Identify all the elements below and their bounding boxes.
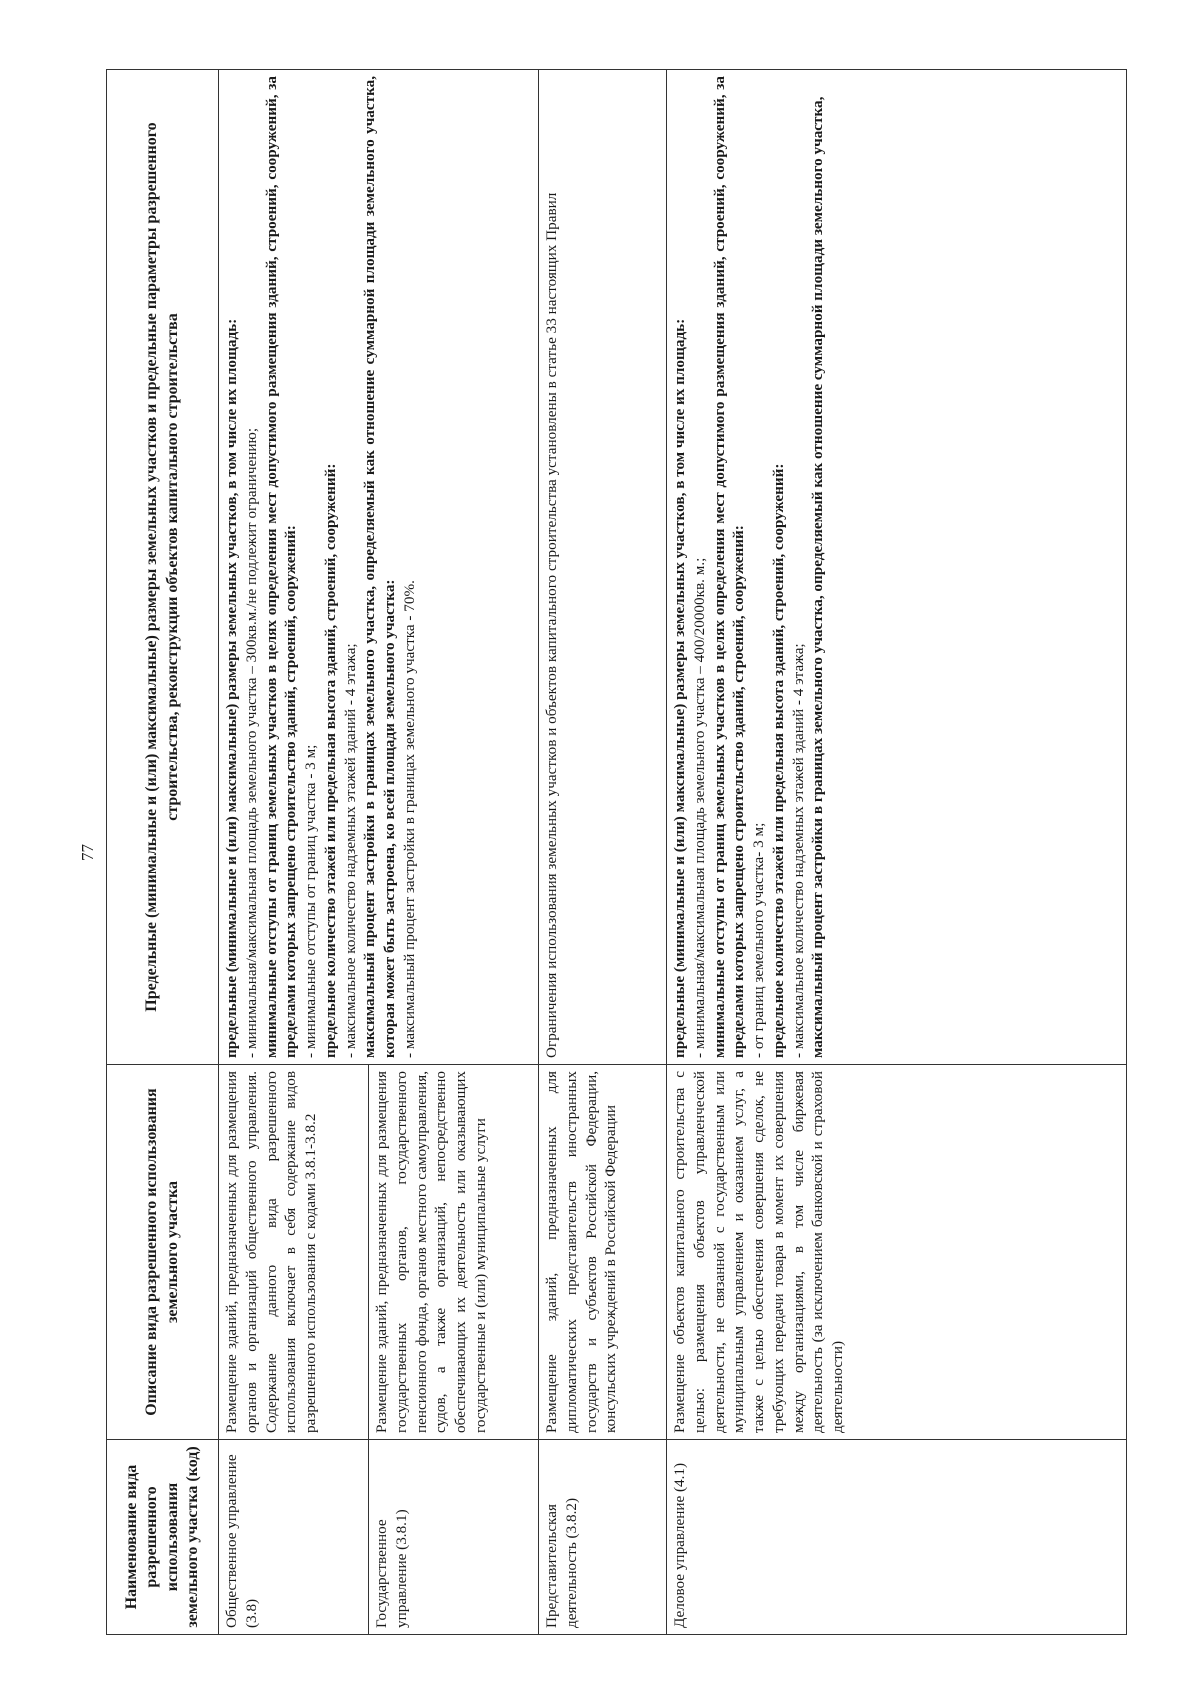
limit-line: - минимальная/максимальная площадь земельного участка – 400/20000кв. м.; [690,557,708,1058]
row-name: Государственное управление (3.8.1) [369,1440,539,1635]
limit-line: - максимальное количество надземных этажей зданий - 4 этажа; [789,643,807,1058]
header-name: Наименование вида разрешенного использования земельного участка (код) [107,1440,219,1635]
table-row [667,70,1127,1635]
limit-line: максимальный процент застройки в границах земельного участка, определяемый как отношение суммарной площади земельного участка, [809,96,827,1058]
limit-line: предельные (минимальные и (или) максимальные) размеры земельных участков, в том числе их площадь: [671,318,688,1058]
limit-line: - минимальные отступы от границ участка - 3 м; [302,744,319,1058]
header-description: Описание вида разрешенного использования земельного участка [107,1065,219,1440]
limit-line: предельное количество этажей или предельная высота зданий, строений, сооружений: [321,463,339,1058]
limit-line: Ограничения использования земельных участков и объектов капитального строительства установлены в статье 33 настоящих Правил [543,192,560,1058]
row-name: Представительская деятельность (3.8.2) [539,1440,667,1635]
table-row [539,70,667,1635]
row-description: Размещение зданий, предназначенных для размещения органов и организаций общественного управления. Содержание данного вида разрешенного использования включает в себя содержание видов разрешенного использования с кодами 3.8.1-3.8.2 [219,1065,369,1440]
limit-line: - максимальное количество надземных этажей зданий - 4 этажа; [341,643,359,1058]
header-limits: Предельные (минимальные и (или) максимальные) размеры земельных участков и предельные параметры разрешенного строительства, реконструкции объектов капитального строительства [107,70,219,1065]
table-row [219,70,369,1635]
zoning-table [106,69,1127,1635]
row-name: Общественное управление (3.8) [219,1440,369,1635]
row-description: Размещение объектов капитального строительства с целью: размещения объектов управленческой деятельности, не связанной с государственным или муниципальным управлением и оказанием услуг, а также с целью обеспечения совершения сделок, не требующих передачи товара в момент их совершения между организациями, в том числе биржевая деятельность (за исключением банковской и страховой деятельности) [667,1065,1127,1440]
row-limits [219,70,539,1065]
row-limits [667,70,1127,1065]
limit-line: - максимальный процент застройки в границах земельного участка - 70%. [400,580,418,1058]
limit-line: предельное количество этажей или предельная высота зданий, строений, сооружений: [769,463,787,1058]
row-description: Размещение зданий, предназначенных для дипломатических представительств иностранных государств и субъектов Российской Федерации, консульских учреждений в Российской Федерации [539,1065,667,1440]
limit-line: минимальные отступы от границ земельных участков в целях определения мест допустимого размещения зданий, строений, сооружений, за пределами которых запрещено строительство зданий, строений, сооружений: [710,76,748,1058]
row-name: Деловое управление (4.1) [667,1440,1127,1635]
limit-line: минимальные отступы от границ земельных участков в целях определения мест допустимого размещения зданий, строений, сооружений, за пределами которых запрещено строительство зданий, строений, сооружений: [262,76,300,1058]
limit-line: - минимальная/максимальная площадь земельного участка – 300кв.м./не подлежит ограничению; [242,427,260,1058]
page-number: 77 [78,844,97,861]
limit-line: - от границ земельного участка- 3 м; [750,822,767,1058]
limit-line: максимальный процент застройки в границах земельного участка, определяемый как отношение суммарной площади земельного участка, которая может быть застроена, ко всей площади земельного участка: [361,76,398,1058]
row-description: Размещение зданий, предназначенных для размещения государственных органов, государственного пенсионного фонда, органов местного самоуправления, судов, а также организаций, непосредственно обеспечивающих их деятельность или оказывающих государственные и (или) муниципальные услуги [369,1065,539,1440]
table-header-row [107,70,219,1635]
rotated-page [78,70,1126,1635]
limit-line: предельные (минимальные и (или) максимальные) размеры земельных участков, в том числе их площадь: [223,318,240,1058]
row-limits [539,70,667,1065]
